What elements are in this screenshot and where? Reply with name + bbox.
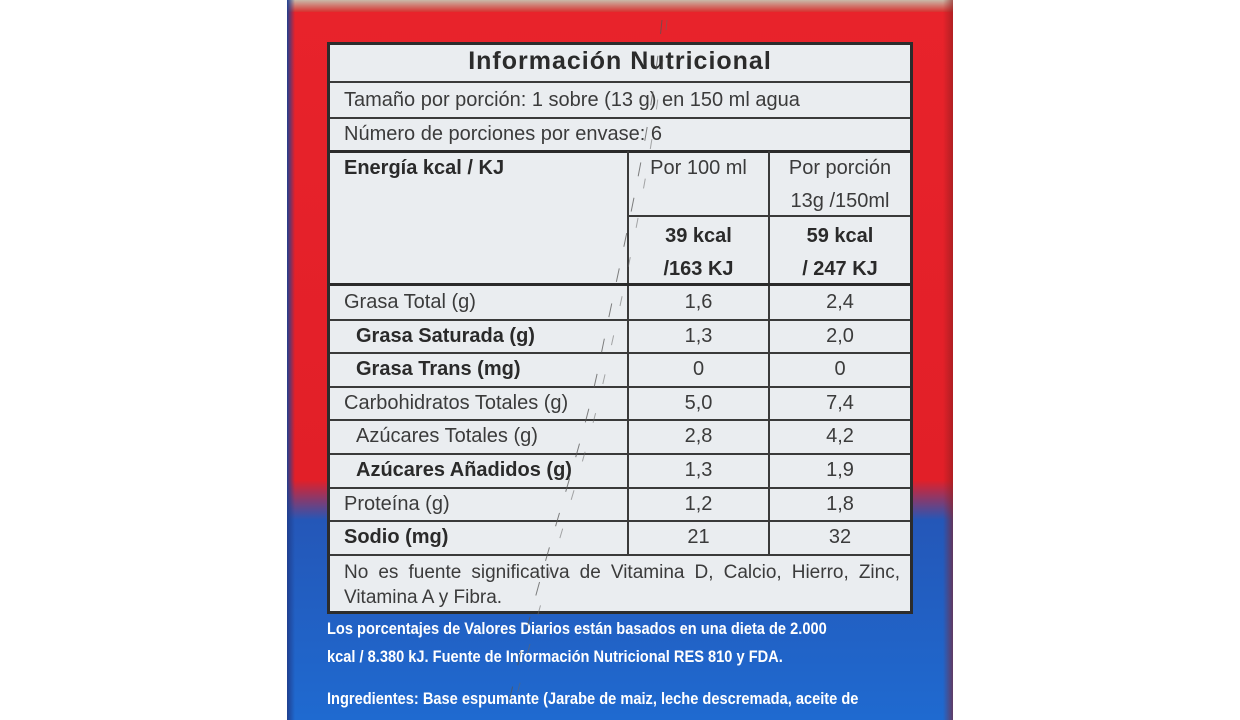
divider xyxy=(330,554,910,556)
table-row xyxy=(330,353,910,387)
nutrition-facts-panel xyxy=(327,42,913,614)
energy-label: Energía kcal / KJ xyxy=(344,157,505,179)
ingredients-line-1: Ingredientes: Base espumante (Jarabe de maiz, leche descremada, aceite de xyxy=(327,689,859,708)
nutrient-label: Proteína (g) xyxy=(344,492,450,515)
nutrient-per-portion: 32 xyxy=(828,526,852,549)
nutrient-per-100ml: 1,6 xyxy=(684,291,713,313)
divider xyxy=(330,117,910,119)
per-100ml-header: Por 100 ml xyxy=(650,157,747,179)
column-divider xyxy=(627,320,629,354)
divider xyxy=(330,81,910,83)
table-row xyxy=(330,420,910,454)
servings-per-container: Número de porciones por envase: 6 xyxy=(344,123,662,145)
nutrient-per-portion: 7,4 xyxy=(826,391,854,414)
nutrient-per-100ml: 5,0 xyxy=(684,391,713,414)
column-divider xyxy=(768,488,770,522)
nutrient-label: Sodio (mg) xyxy=(344,526,449,549)
energy-100ml-kcal: 39 kcal xyxy=(665,225,732,247)
table-row xyxy=(330,488,910,522)
nutrient-per-100ml: 1,3 xyxy=(684,324,713,347)
nutrition-title: Información Nutricional xyxy=(468,47,772,75)
nutrient-label: Grasa Trans (mg) xyxy=(356,358,521,381)
nutrient-per-portion: 1,8 xyxy=(826,492,854,515)
nutrient-per-portion: 4,2 xyxy=(826,425,854,448)
serving-size: Tamaño por porción: 1 sobre (13 g) en 150 ml agua xyxy=(344,89,800,111)
nutrient-per-100ml: 21 xyxy=(687,526,710,549)
divider xyxy=(770,215,910,217)
nutrient-per-100ml: 0 xyxy=(692,358,705,381)
per-portion-header: Por porción xyxy=(788,157,892,179)
nutrient-per-100ml: 2,8 xyxy=(684,425,713,448)
nutrient-label: Grasa Saturada (g) xyxy=(356,324,535,347)
column-divider xyxy=(627,286,629,320)
column-divider xyxy=(768,286,770,320)
nutrient-label: Azúcares Totales (g) xyxy=(356,425,538,448)
package-right-edge xyxy=(943,0,953,720)
nutrient-per-portion: 2,0 xyxy=(826,324,854,347)
package-left-edge xyxy=(287,0,295,720)
column-divider xyxy=(627,521,629,555)
daily-values-line-2: kcal / 8.380 kJ. Fuente de Información Nutricional RES 810 y FDA. xyxy=(327,647,783,666)
column-divider xyxy=(627,488,629,522)
daily-values-line-1: Los porcentajes de Valores Diarios están basados en una dieta de 2.000 xyxy=(327,619,827,638)
divider xyxy=(330,150,910,153)
nutrient-label: Carbohidratos Totales (g) xyxy=(344,391,569,414)
product-package xyxy=(287,0,953,720)
column-divider xyxy=(768,320,770,354)
table-row xyxy=(330,521,910,555)
column-divider xyxy=(768,387,770,421)
column-divider xyxy=(627,387,629,421)
energy-portion-kj: / 247 KJ xyxy=(802,258,878,280)
column-divider xyxy=(768,420,770,454)
nutrient-per-portion: 2,4 xyxy=(826,291,854,313)
nutrient-per-100ml: 1,2 xyxy=(684,492,713,515)
footnote: No es fuente significativa de Vitamina D, Calcio, Hierro, Zinc, Vitamina A y Fibra. xyxy=(344,562,900,608)
energy-portion-kcal: 59 kcal xyxy=(806,225,874,247)
divider xyxy=(629,215,768,217)
nutrient-per-100ml: 1,3 xyxy=(684,459,713,481)
column-divider xyxy=(768,521,770,555)
table-row xyxy=(330,320,910,354)
nutrient-per-portion: 0 xyxy=(834,358,846,381)
package-top-edge xyxy=(287,0,953,12)
nutrient-per-portion: 1,9 xyxy=(826,459,854,481)
column-divider xyxy=(768,454,770,488)
per-portion-subheader: 13g /150ml xyxy=(790,190,890,212)
column-divider xyxy=(768,353,770,387)
column-divider xyxy=(627,454,629,488)
table-row xyxy=(330,387,910,421)
column-divider xyxy=(627,353,629,387)
column-divider xyxy=(627,420,629,454)
table-row xyxy=(330,286,910,320)
energy-100ml-kj: /163 KJ xyxy=(663,258,734,280)
nutrient-label: Grasa Total (g) xyxy=(344,291,476,313)
nutrient-label: Azúcares Añadidos (g) xyxy=(356,459,572,481)
table-row xyxy=(330,454,910,488)
